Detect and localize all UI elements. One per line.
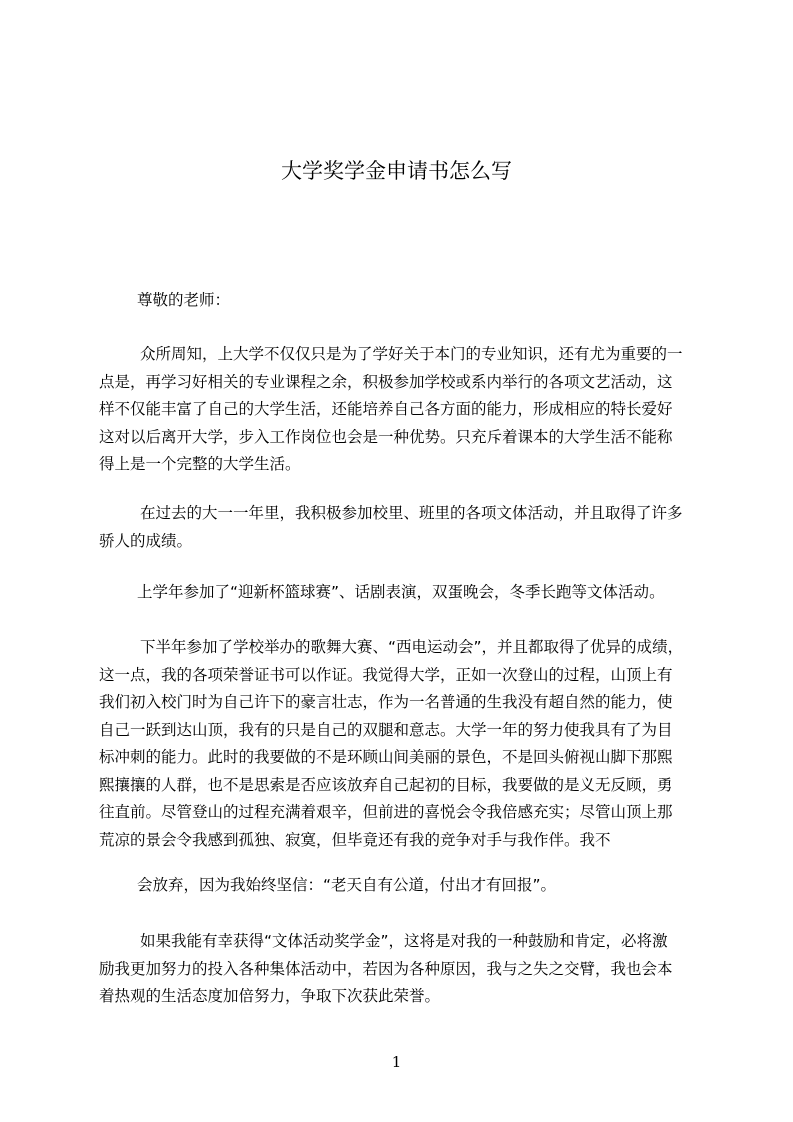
paragraph-line: 骄人的成绩。 [99,531,193,550]
paragraph-5 [137,872,556,900]
page-number: 1 [391,1053,402,1071]
paragraph-line: 会放弃，因为我始终坚信：“老天自有公道，付出才有回报”。 [137,876,557,894]
document-title: 大学奖学金申请书怎么写 [281,159,512,184]
paragraph-line: 荒凉的景会令我感到孤独、寂寞，但毕竟还有我的竞争对手与我作伴。我不 [99,830,611,849]
paragraph-line: 上学年参加了“迎新杯篮球赛”、话剧表演，双蛋晚会，冬季长跑等文体活动。 [137,583,665,601]
paragraph-line: 在过去的大一一年里，我积极参加校里、班里的各项文体活动，并且取得了许多 [140,504,683,522]
paragraph-line: 点是，再学习好相关的专业课程之余，积极参加学校或系内举行的各项文艺活动，这 [99,372,673,391]
paragraph-line: 标冲刺的能力。此时的我要做的不是环顾山间美丽的景色，不是回头俯视山脚下那熙 [99,748,673,766]
paragraph-line: 下半年参加了学校举办的歌舞大赛、“西电运动会”，并且都取得了优异的成绩， [140,638,684,656]
paragraph-3 [137,579,665,607]
paragraph-line: 如果我能有幸获得“文体活动奖学金”，这将是对我的一种鼓励和肯定，必将激 [140,932,668,950]
paragraph-line: 励我更加努力的投入各种集体活动中，若因为各种原因，我与之失之交臂，我也会本 [99,959,673,978]
paragraph-1 [99,341,683,479]
paragraph-line: 往直前。尽管登山的过程充满着艰辛，但前进的喜悦会令我倍感充实；尽管山顶上那 [99,803,673,821]
paragraph-line: 样不仅能丰富了自己的大学生活，还能培养自己各方面的能力，形成相应的特长爱好 [99,400,673,418]
paragraph-line: 我们初入校门时为自己许下的豪言壮志，作为一名普通的生我没有超自然的能力，使 [99,693,673,711]
greeting-text: 尊敬的老师： [137,291,231,309]
paragraph-line: 得上是一个完整的大学生活。 [99,455,301,473]
paragraph-line: 熙攘攘的人群，也不是思索是否应该放弃自己起初的目标，我要做的是义无反顾，勇 [99,775,673,794]
paragraph-line: 众所周知，上大学不仅仅只是为了学好关于本门的专业知识，还有尤为重要的一 [140,345,683,363]
paragraph-line: 着热观的生活态度加倍努力，争取下次获此荣誉。 [99,987,441,1005]
paragraph-line: 这对以后离开大学，步入工作岗位也会是一种优势。只充斥着课本的大学生活不能称 [99,427,673,446]
paragraph-line: 自己一跃到达山顶，我有的只是自己的双腿和意志。大学一年的努力使我具有了为目 [99,720,673,739]
greeting [137,287,230,315]
paragraph-2 [99,500,683,555]
paragraph-line: 这一点，我的各项荣誉证书可以作证。我觉得大学，正如一次登山的过程，山顶上有 [99,665,673,684]
paragraph-4 [99,634,683,854]
paragraph-6 [99,928,673,1011]
